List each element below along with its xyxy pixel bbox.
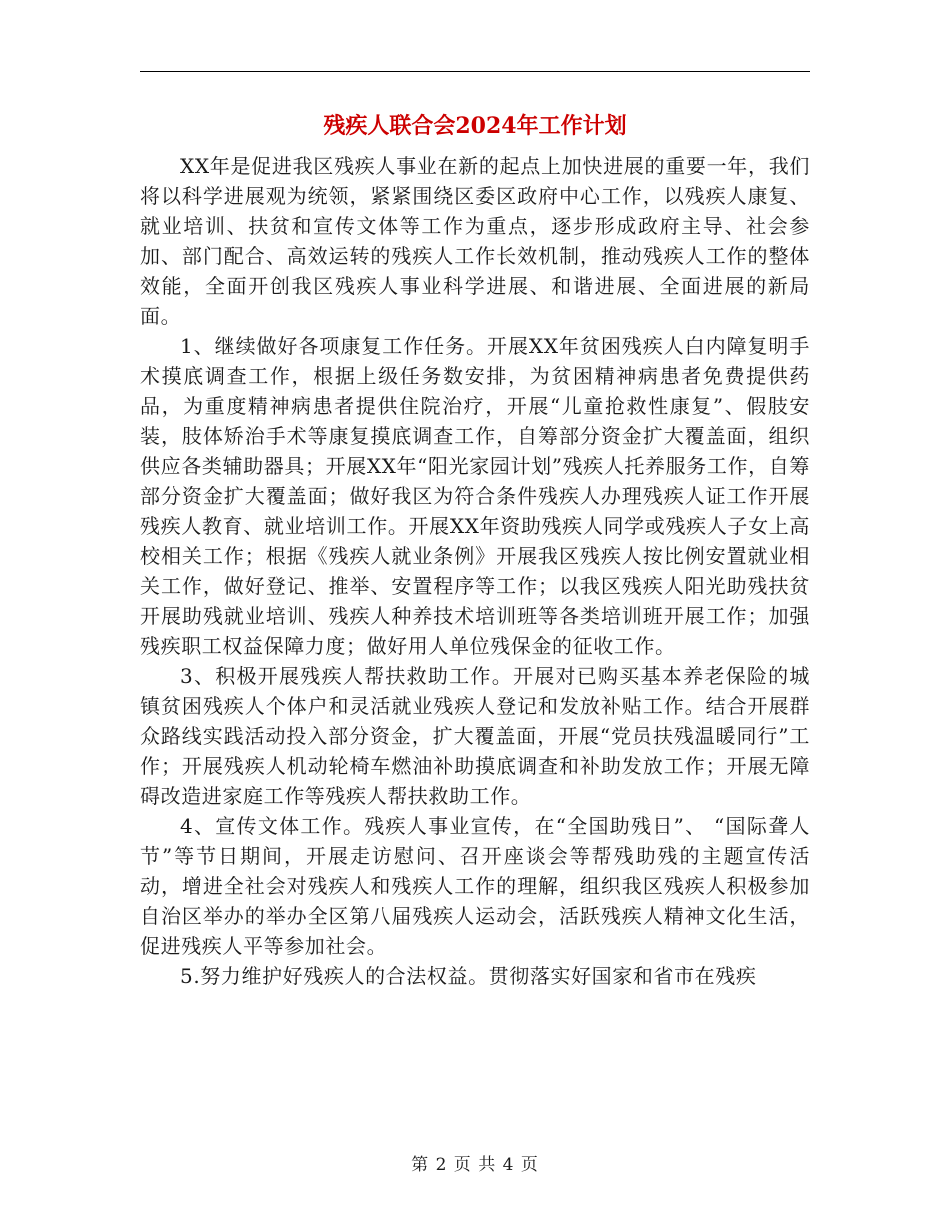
paragraph-intro: XX年是促进我区残疾人事业在新的起点上加快进展的重要一年，我们将以科学进展观为统领，紧紧围绕区委区政府中心工作，以残疾人康复、就业培训、扶贫和宣传文体等工作为重点，逐步形成政府主导、社会参加、部门配合、高效运转的残疾人工作长效机制，推动残疾人工作的整体效能，全面开创我区残疾人事业科学进展、和谐进展、全面进展的新局面。 — [140, 154, 810, 328]
paragraph-assistance: 3、积极开展残疾人帮扶救助工作。开展对已购买基本养老保险的城镇贫困残疾人个体户和灵活就业残疾人登记和发放补贴工作。结合开展群众路线实践活动投入部分资金，扩大覆盖面，开展“党员扶残温暖同行”工作；开展残疾人机动轮椅车燃油补助摸底调查和补助发放工作；开展无障碍改造进家庭工作等残疾人帮扶救助工作。 — [140, 664, 810, 808]
document-body — [140, 151, 810, 991]
header-rule — [140, 71, 810, 72]
paragraph-rehabilitation: 1、继续做好各项康复工作任务。开展XX年贫困残疾人白内障复明手术摸底调查工作，根据上级任务数安排，为贫困精神病患者免费提供药品，为重度精神病患者提供住院治疗，开展“儿童抢救性康复”、假肢安装，肢体矫治手术等康复摸底调查工作，自筹部分资金扩大覆盖面，组织供应各类辅助器具；开展XX年“阳光家园计划”残疾人托养服务工作，自筹部分资金扩大覆盖面；做好我区为符合条件残疾人办理残疾人证工作开展残疾人教育、就业培训工作。开展XX年资助残疾人同学或残疾人子女上高校相关工作；根据《残疾人就业条例》开展我区残疾人按比例安置就业相关工作，做好登记、推举、安置程序等工作；以我区残疾人阳光助残扶贫开展助残就业培训、残疾人种养技术培训班等各类培训班开展工作；加强残疾职工权益保障力度；做好用人单位残保金的征收工作。 — [140, 334, 810, 658]
paragraph-publicity: 4、宣传文体工作。残疾人事业宣传，在“全国助残日”、 “国际聋人节”等节日期间，开展走访慰问、召开座谈会等帮残助残的主题宣传活动，增进全社会对残疾人和残疾人工作的理解，组织我区残疾人积极参加自治区举办的举办全区第八届残疾人运动会，活跃残疾人精神文化生活，促进残疾人平等参加社会。 — [140, 814, 810, 958]
page-number: 第 2 页 共 4 页 — [411, 1155, 539, 1175]
paragraph-rights: 5.努力维护好残疾人的合法权益。贯彻落实好国家和省市在残疾 — [180, 964, 757, 988]
document-title: 残疾人联合会2024年工作计划 — [323, 113, 627, 139]
